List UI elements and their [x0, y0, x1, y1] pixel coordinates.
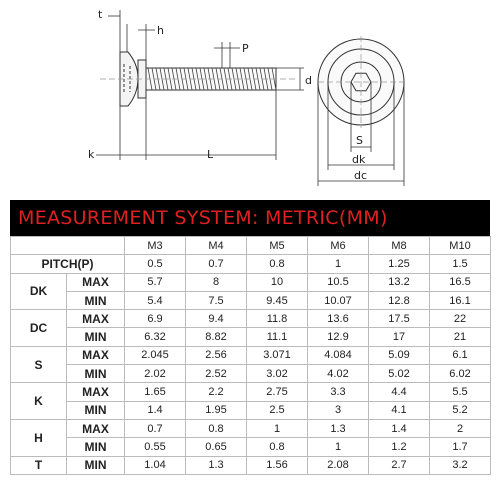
value-cell: 6.1 — [430, 346, 491, 364]
value-cell: 5.09 — [369, 346, 430, 364]
value-cell: 1.2 — [369, 438, 430, 456]
value-cell: 4.4 — [369, 383, 430, 401]
limit-label: MAX — [67, 310, 125, 328]
value-cell: 2.2 — [186, 383, 247, 401]
value-cell: 12.9 — [308, 328, 369, 346]
value-cell: 4.084 — [308, 346, 369, 364]
value-cell: 10.07 — [308, 291, 369, 309]
size-header: M8 — [369, 237, 430, 255]
table-row — [11, 328, 491, 346]
dim-label-s: S — [356, 134, 363, 147]
pitch-label: PITCH(P) — [11, 255, 125, 273]
measurement-system-title: MEASUREMENT SYSTEM: METRIC(MM) — [10, 200, 490, 236]
value-cell: 2.02 — [125, 365, 186, 383]
size-header-row — [11, 237, 491, 255]
dimension-label: K — [11, 383, 67, 420]
value-cell: 12.8 — [369, 291, 430, 309]
limit-label: MIN — [67, 401, 125, 419]
limit-label: MAX — [67, 273, 125, 291]
value-cell: 5.02 — [369, 365, 430, 383]
table-row — [11, 346, 491, 364]
value-cell: 1 — [308, 438, 369, 456]
pitch-row — [11, 255, 491, 273]
value-cell: 6.32 — [125, 328, 186, 346]
value-cell: 2.5 — [247, 401, 308, 419]
pitch-value: 0.8 — [247, 255, 308, 273]
value-cell: 9.4 — [186, 310, 247, 328]
size-header: M4 — [186, 237, 247, 255]
limit-label: MIN — [67, 365, 125, 383]
value-cell: 0.8 — [247, 438, 308, 456]
value-cell: 0.55 — [125, 438, 186, 456]
dimension-label: DC — [11, 310, 67, 347]
table-row — [11, 456, 491, 474]
value-cell: 0.65 — [186, 438, 247, 456]
value-cell: 16.5 — [430, 273, 491, 291]
screw-technical-drawing — [0, 0, 500, 200]
value-cell: 17.5 — [369, 310, 430, 328]
value-cell: 3.02 — [247, 365, 308, 383]
value-cell: 21 — [430, 328, 491, 346]
value-cell: 4.02 — [308, 365, 369, 383]
value-cell: 2.045 — [125, 346, 186, 364]
limit-label: MIN — [67, 291, 125, 309]
value-cell: 1.3 — [308, 419, 369, 437]
value-cell: 5.5 — [430, 383, 491, 401]
value-cell: 1.04 — [125, 456, 186, 474]
size-header: M10 — [430, 237, 491, 255]
dimension-label: DK — [11, 273, 67, 310]
value-cell: 16.1 — [430, 291, 491, 309]
dimension-label: T — [11, 456, 67, 474]
limit-label: MAX — [67, 346, 125, 364]
table-row — [11, 419, 491, 437]
pitch-value: 0.5 — [125, 255, 186, 273]
pitch-value: 1.5 — [430, 255, 491, 273]
value-cell: 13.2 — [369, 273, 430, 291]
value-cell: 2.08 — [308, 456, 369, 474]
dim-label-p: P — [242, 42, 249, 55]
table-row — [11, 310, 491, 328]
dim-label-l: L — [207, 148, 214, 161]
dimension-label: H — [11, 419, 67, 456]
table-row — [11, 383, 491, 401]
value-cell: 0.7 — [125, 419, 186, 437]
dimension-label: S — [11, 346, 67, 383]
value-cell: 11.1 — [247, 328, 308, 346]
value-cell: 1.4 — [369, 419, 430, 437]
limit-label: MIN — [67, 456, 125, 474]
value-cell: 5.4 — [125, 291, 186, 309]
value-cell: 11.8 — [247, 310, 308, 328]
value-cell: 2.75 — [247, 383, 308, 401]
value-cell: 2.7 — [369, 456, 430, 474]
value-cell: 3 — [308, 401, 369, 419]
value-cell: 5.2 — [430, 401, 491, 419]
value-cell: 1.4 — [125, 401, 186, 419]
table-row — [11, 438, 491, 456]
value-cell: 1.56 — [247, 456, 308, 474]
value-cell: 9.45 — [247, 291, 308, 309]
spec-table — [10, 236, 491, 475]
value-cell: 5.7 — [125, 273, 186, 291]
value-cell: 1.65 — [125, 383, 186, 401]
screw-side-view — [100, 52, 296, 106]
table-row — [11, 273, 491, 291]
corner-cell — [11, 237, 125, 255]
value-cell: 10.5 — [308, 273, 369, 291]
dim-label-dc: dc — [354, 169, 368, 182]
value-cell: 8 — [186, 273, 247, 291]
dim-label-dk: dk — [352, 153, 366, 166]
value-cell: 3.071 — [247, 346, 308, 364]
size-header: M3 — [125, 237, 186, 255]
value-cell: 2.56 — [186, 346, 247, 364]
size-header: M6 — [308, 237, 369, 255]
table-row — [11, 365, 491, 383]
value-cell: 8.82 — [186, 328, 247, 346]
value-cell: 1.3 — [186, 456, 247, 474]
value-cell: 10 — [247, 273, 308, 291]
value-cell: 17 — [369, 328, 430, 346]
value-cell: 3.2 — [430, 456, 491, 474]
value-cell: 7.5 — [186, 291, 247, 309]
pitch-value: 1.25 — [369, 255, 430, 273]
value-cell: 2 — [430, 419, 491, 437]
value-cell: 22 — [430, 310, 491, 328]
value-cell: 13.6 — [308, 310, 369, 328]
table-row — [11, 401, 491, 419]
limit-label: MIN — [67, 328, 125, 346]
value-cell: 6.9 — [125, 310, 186, 328]
value-cell: 3.3 — [308, 383, 369, 401]
dim-label-k: k — [88, 148, 95, 161]
value-cell: 0.8 — [186, 419, 247, 437]
screw-front-view — [318, 36, 404, 128]
value-cell: 2.52 — [186, 365, 247, 383]
value-cell: 6.02 — [430, 365, 491, 383]
dim-label-d: d — [305, 74, 312, 87]
dim-label-t: t — [98, 8, 103, 21]
value-cell: 1 — [247, 419, 308, 437]
value-cell: 1.7 — [430, 438, 491, 456]
limit-label: MIN — [67, 438, 125, 456]
value-cell: 4.1 — [369, 401, 430, 419]
pitch-value: 1 — [308, 255, 369, 273]
size-header: M5 — [247, 237, 308, 255]
dim-label-h: h — [157, 24, 164, 37]
value-cell: 1.95 — [186, 401, 247, 419]
limit-label: MAX — [67, 383, 125, 401]
limit-label: MAX — [67, 419, 125, 437]
pitch-value: 0.7 — [186, 255, 247, 273]
table-row — [11, 291, 491, 309]
